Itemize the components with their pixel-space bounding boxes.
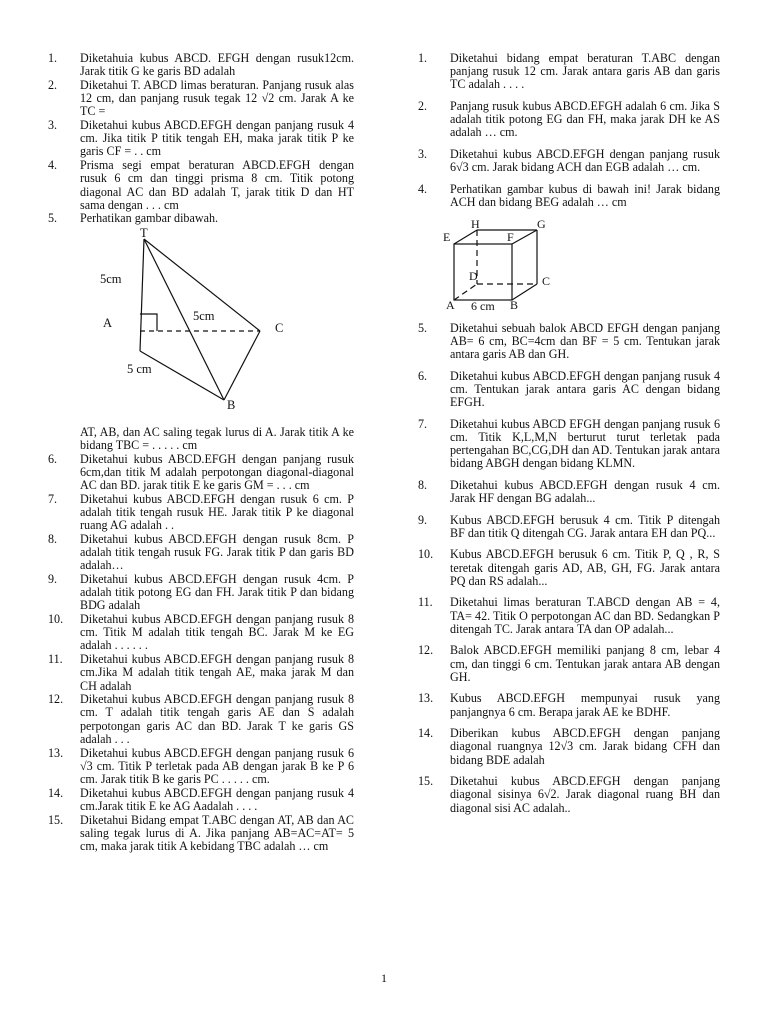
question-text: Balok ABCD.EFGH memiliki panjang 8 cm, lebar 4 cm, dan tinggi 6 cm. Tentukan jarak antara AB dengan GH. bbox=[450, 643, 720, 684]
question-item bbox=[418, 322, 720, 362]
question-number: 5. bbox=[418, 320, 428, 335]
cube-front-face bbox=[454, 244, 512, 300]
question-text: Kubus ABCD.EFGH mempunyai rusuk yang panjangnya 6 cm. Berapa jarak AE ke BDHF. bbox=[450, 691, 720, 719]
question-item bbox=[418, 183, 720, 209]
question-text: Panjang rusuk kubus ABCD.EFGH adalah 6 cm. Jika S adalah titik potong EG dan FH, maka jarak DH ke AS adalah … cm. bbox=[450, 99, 720, 140]
question-number: 2. bbox=[418, 99, 428, 113]
right-column bbox=[418, 52, 720, 823]
question-list-left-a bbox=[48, 52, 354, 226]
question-number: 14. bbox=[418, 726, 434, 741]
label-A: A bbox=[446, 297, 455, 312]
label-5cm-AT: 5cm bbox=[100, 272, 122, 287]
question-item bbox=[418, 644, 720, 684]
question-text: Diketahui limas beraturan T.ABCD dengan AB = 4, TA= 42. Titik O perpotongan AC dan BD. Sedangkan P ditengah TC. Jarak antara TA dan OP adalah... bbox=[450, 595, 720, 636]
label-C: C bbox=[542, 273, 551, 288]
question-text: Diketahui sebuah balok ABCD EFGH dengan panjang AB= 6 cm, BC=4cm dan BF = 5 cm. Tentukan jarak antara garis AB dan GH. bbox=[450, 320, 720, 361]
question-number: 6. bbox=[418, 368, 428, 383]
question-number: 10. bbox=[418, 547, 434, 562]
cube-figure bbox=[418, 216, 720, 316]
question-item bbox=[48, 533, 354, 573]
question-text: Prisma segi empat beraturan ABCD.EFGH dengan rusuk 6 cm dan tinggi prisma 8 cm. Titik potong diagonal AC dan BD adalah T, jarak titik D dan HT sama dengan . . . cm bbox=[80, 158, 354, 212]
question-text: Diketahui kubus ABCD.EFGH dengan panjang rusuk 8 cm.Jika M adalah titik tengah AE, maka jarak M dan CH adalah bbox=[80, 652, 354, 693]
question-number: 7. bbox=[48, 491, 58, 506]
question-item bbox=[48, 693, 354, 746]
question-item bbox=[48, 573, 354, 613]
question-number: 1. bbox=[48, 51, 58, 65]
label-D: D bbox=[469, 268, 478, 283]
question-text: Diketahui kubus ABCD.EFGH dengan rusuk 4 cm. Jarak HF dengan BG adalah... bbox=[450, 477, 720, 505]
question-number: 11. bbox=[48, 652, 63, 667]
question-number: 11. bbox=[418, 595, 433, 610]
question-number: 12. bbox=[418, 643, 434, 658]
question-item bbox=[418, 775, 720, 815]
question-text: Diketahui kubus ABCD.EFGH dengan panjang rusuk 8 cm. T adalah titik tengah garis AE dan S adalah perpotongan garis AC dan BD. Jarak T ke garis GS adalah . . . bbox=[80, 692, 354, 746]
question-text: Diketahui kubus ABCD.EFGH dengan rusuk 8cm. P adalah titik tengah rusuk FG. Jarak titik P dan garis BD adalah… bbox=[80, 531, 354, 573]
question-item bbox=[418, 596, 720, 636]
edge-CB bbox=[224, 331, 260, 400]
label-E: E bbox=[443, 229, 451, 244]
question-number: 15. bbox=[48, 812, 64, 827]
question-text: Diberikan kubus ABCD.EFGH dengan panjang diagonal ruangnya 12√3 cm. Jarak bidang CFH dan bidang BDE adalah bbox=[450, 726, 720, 767]
question-item bbox=[418, 692, 720, 718]
question-item bbox=[48, 747, 354, 787]
question-text: Diketahui kubus ABCD.EFGH dengan panjang rusuk 4 cm.Jarak titik E ke AG Aadalah . . . . bbox=[80, 785, 354, 813]
label-B: B bbox=[510, 297, 519, 312]
question-number: 7. bbox=[418, 416, 428, 431]
question-item bbox=[418, 548, 720, 588]
left-column bbox=[48, 52, 354, 854]
question-number: 5. bbox=[48, 211, 58, 226]
question-text: Diketahui kubus ABCD.EFGH dengan panjang rusuk 8 cm. Titik M adalah titik tengah BC. Jarak M ke EG adalah . . . . . . bbox=[80, 611, 354, 653]
label-A: A bbox=[103, 316, 113, 331]
question-text: Diketahui bidang empat beraturan T.ABC dengan panjang rusuk 12 cm. Jarak antara garis AB dan garis TC adalah . . . . bbox=[450, 51, 720, 92]
right-angle-mark bbox=[140, 314, 157, 331]
label-B: B bbox=[227, 398, 236, 413]
question-number: 10. bbox=[48, 611, 64, 626]
edge-FG bbox=[512, 230, 537, 244]
question-text: Diketahui kubus ABCD EFGH dengan panjang rusuk 6 cm. Titik K,L,M,N berturut turut terletak pada pertengahan BC,CG,DH dan AD. Tentukan jarak antara bidang ABGH dengan bidang KLMN. bbox=[450, 416, 720, 471]
question-item bbox=[48, 787, 354, 813]
question-number: 13. bbox=[418, 691, 434, 706]
question-number: 15. bbox=[418, 774, 434, 789]
question-text: Kubus ABCD.EFGH berusuk 4 cm. Titik P ditengah BF dan titik Q ditengah CG. Jarak antara EH dan PQ... bbox=[450, 512, 720, 540]
label-5cm-AC: 5cm bbox=[193, 309, 215, 324]
question-text: Diketahui kubus ABCD.EFGH dengan panjang rusuk 6 √3 cm. Titik P terletak pada AB dengan jarak B ke P 6 cm. Jarak titik B ke garis PC . . . . . cm. bbox=[80, 745, 354, 786]
question-number: 4. bbox=[418, 181, 428, 196]
question-5-continuation: AT, AB, dan AC saling tegak lurus di A. Jarak titik A ke bidang TBC = . . . . . cm bbox=[80, 425, 354, 453]
question-item bbox=[48, 613, 354, 653]
question-text: Diketahui T. ABCD limas beraturan. Panjang rusuk alas 12 cm, dan panjang rusuk tegak 12 √2 cm. Jarak A ke TC = bbox=[80, 77, 354, 119]
question-number: 2. bbox=[48, 77, 58, 92]
label-T: T bbox=[140, 226, 148, 241]
question-number: 9. bbox=[48, 571, 58, 586]
question-item bbox=[48, 493, 354, 533]
question-item bbox=[418, 52, 720, 92]
edge-EH bbox=[454, 230, 477, 244]
question-number: 8. bbox=[418, 477, 428, 492]
question-number: 3. bbox=[48, 118, 58, 133]
tetrahedron-diagram bbox=[48, 226, 354, 426]
question-item bbox=[418, 514, 720, 540]
question-text: Diketahui kubus ABCD.EFGH dengan panjang rusuk 4 cm. Jika titik P titik tengah EH, maka jarak titik P ke garis CF = . . cm bbox=[80, 118, 354, 159]
question-item bbox=[418, 148, 720, 174]
label-G: G bbox=[537, 216, 546, 231]
question-text: Diketahui kubus ABCD.EFGH dengan panjang rusuk 6√3 cm. Jarak bidang ACH dan EGB adalah … cm. bbox=[450, 147, 720, 175]
question-list-right-a bbox=[418, 52, 720, 209]
question-text: Diketahui kubus ABCD.EFGH dengan panjang rusuk 4 cm. Tentukan jarak antara garis AC dengan bidang EFGH. bbox=[450, 368, 720, 409]
question-number: 6. bbox=[48, 451, 58, 466]
label-F: F bbox=[507, 229, 514, 244]
question-number: 1. bbox=[418, 51, 428, 65]
page-number: 1 bbox=[381, 971, 387, 985]
question-text: Perhatikan gambar kubus di bawah ini! Jarak bidang ACH dan bidang BEG adalah … cm bbox=[450, 181, 720, 209]
question-item bbox=[48, 52, 354, 78]
question-number: 4. bbox=[48, 158, 58, 173]
question-item bbox=[418, 418, 720, 471]
question-item bbox=[48, 159, 354, 212]
label-H: H bbox=[471, 216, 480, 231]
question-item bbox=[418, 727, 720, 767]
question-text: Kubus ABCD.EFGH berusuk 6 cm. Titik P, Q , R, S teretak ditengah garis AD, AB, GH, FG. Jarak antara PQ dan RS adalah... bbox=[450, 547, 720, 588]
question-list-left-b bbox=[48, 453, 354, 854]
label-6cm: 6 cm bbox=[471, 298, 495, 313]
question-item bbox=[48, 814, 354, 854]
question-text: Perhatikan gambar dibawah. bbox=[80, 211, 219, 226]
label-C: C bbox=[275, 321, 284, 336]
label-5cm-AB: 5 cm bbox=[127, 362, 152, 377]
question-number: 12. bbox=[48, 692, 64, 707]
question-item bbox=[418, 100, 720, 140]
edge-TA bbox=[140, 239, 144, 351]
question-number: 8. bbox=[48, 531, 58, 546]
question-text: Diketahui kubus ABCD.EFGH dengan panjang diagonal sisinya 6√2. Jarak diagonal ruang BH dan diagonal sisi AC adalah.. bbox=[450, 774, 720, 815]
question-text: Diketahui kubus ABCD.EFGH dengan rusuk 6 cm. P adalah titik tengah rusuk HE. Jarak titik P ke diagonal ruang AG adalah . . bbox=[80, 491, 354, 533]
question-text: Diketahui kubus ABCD.EFGH dengan panjang rusuk 6cm,dan titik M adalah perpotongan diagonal-diagonal AC dan BD. jarak titik E ke garis GM = . . . cm bbox=[80, 451, 354, 492]
question-text: Diketahui Bidang empat T.ABC dengan AT, AB dan AC saling tegak lurus di A. Jika panjang AB=AC=AT= 5 cm, maka jarak titik A kebidang TBC adalah … cm bbox=[80, 812, 354, 853]
question-number: 3. bbox=[418, 147, 428, 161]
question-item bbox=[48, 653, 354, 693]
question-item bbox=[48, 119, 354, 159]
question-list-right-b bbox=[418, 322, 720, 815]
question-number: 13. bbox=[48, 745, 64, 760]
question-number: 14. bbox=[48, 785, 64, 800]
edge-AD-dashed bbox=[454, 284, 477, 300]
question-text: Diketahui kubus ABCD.EFGH dengan rusuk 4cm. P adalah titik potong EG dan FH. Jarak titik P dan bidang BDG adalah bbox=[80, 571, 354, 613]
question-item bbox=[48, 453, 354, 493]
question-item bbox=[48, 79, 354, 119]
question-item bbox=[418, 479, 720, 505]
question-text: Diketahuia kubus ABCD. EFGH dengan rusuk12cm. Jarak titik G ke garis BD adalah bbox=[80, 51, 354, 79]
cube-diagram bbox=[418, 216, 720, 316]
question-item bbox=[48, 212, 354, 225]
question-number: 9. bbox=[418, 512, 428, 527]
prism-figure bbox=[48, 226, 354, 426]
question-item bbox=[418, 370, 720, 410]
